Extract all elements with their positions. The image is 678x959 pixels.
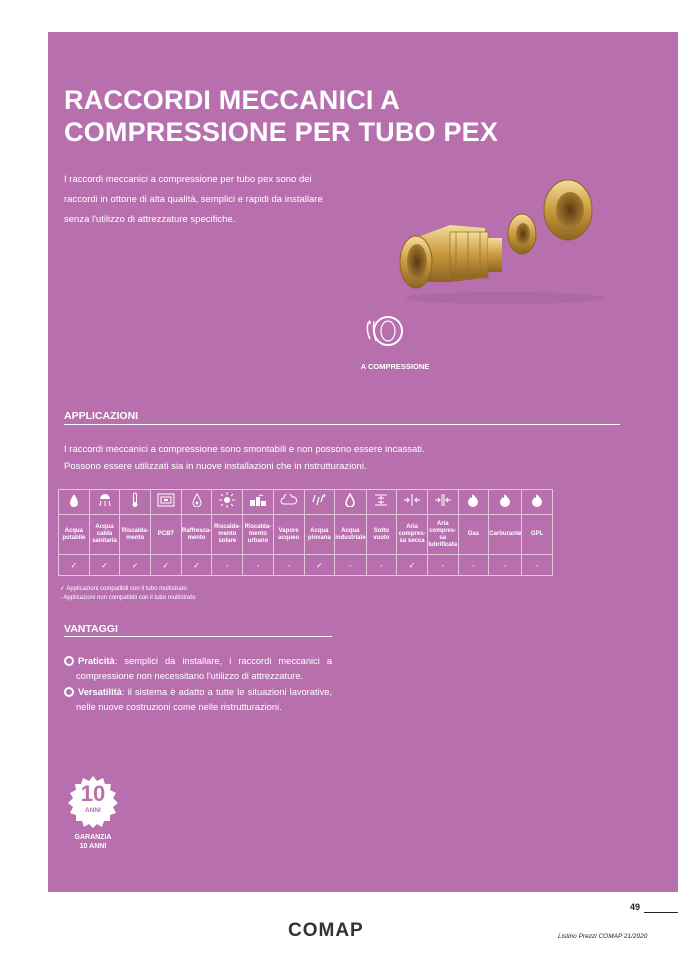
value-cell: - [427,555,458,576]
vantaggi-list [64,654,332,716]
urban-heating-icon [249,493,267,507]
value-row [59,555,553,576]
label-cell: PCBT [151,515,182,555]
value-cell: ✓ [151,555,182,576]
value-cell: ✓ [304,555,335,576]
vantaggi-item [64,685,332,715]
value-cell: - [243,555,274,576]
rain-icon [311,493,327,507]
value-cell: - [366,555,397,576]
bullet-icon [64,656,74,666]
label-cell: Vapore acqueo [273,515,304,555]
badge-number: 10 [80,781,106,806]
label-cell: Gas [458,515,489,555]
page-number: 49 [630,902,641,912]
page-number-rule [644,912,678,913]
bullet-icon [64,687,74,697]
flame-icon [531,493,543,507]
label-cell: Acqua industriale [335,515,366,555]
flame-icon [499,493,511,507]
lubricated-air-icon [434,493,452,507]
value-cell: - [522,555,553,576]
flame-icon [467,493,479,507]
label-cell: Acqua calda sanitaria [89,515,120,555]
applications-table [58,489,553,576]
applicazioni-text-line-1: I raccordi meccanici a compressione sono smontabili e non possono essere incassati. [64,444,425,455]
vacuum-icon [374,493,388,507]
applicazioni-heading: APPLICAZIONI [64,410,139,422]
applicazioni-text-line-2: Possono essere utilizzati sia in nuove installazioni che in ristrutturazioni. [64,461,367,472]
cloud-icon [280,494,298,506]
vantaggi-item-title: Praticità [78,656,115,666]
value-cell: - [335,555,366,576]
label-cell: Acqua potabile [59,515,90,555]
comap-logo: COMAP [288,920,364,941]
compression-label: A COMPRESSIONE [360,362,430,371]
label-cell: Carburante [489,515,522,555]
vantaggi-item-title: Versatilità [78,687,122,697]
cooling-drop-icon [191,493,203,507]
table-legend [60,585,195,603]
icon-row [59,490,553,515]
value-cell: ✓ [59,555,90,576]
compression-icon [364,313,408,349]
brass-fitting-image [390,170,620,305]
label-cell: Riscalda-mento [120,515,151,555]
value-cell: ✓ [120,555,151,576]
label-cell: Acqua piovana [304,515,335,555]
warranty-line-1: GARANZIA [74,834,112,841]
value-cell: - [489,555,522,576]
label-cell: Raffresca-mento [181,515,212,555]
label-row [59,515,553,555]
page-title [64,84,584,148]
drop-icon [68,493,80,507]
label-cell: Aria compres-sa lubrificata [427,515,458,555]
vantaggi-item-text: : il sistema è adatto a tutte le situazioni lavorative, nelle nuove costruzioni come nelle ristrutturazioni. [76,687,332,712]
title-line-1: RACCORDI MECCANICI A [64,85,400,115]
value-cell: ✓ [397,555,428,576]
intro-text: I raccordi meccanici a compressione per tubo pex sono dei raccordi in ottone di alta qualità, semplici e rapidi da installare senza l'utilizzo di attrezzature specifiche. [64,174,323,225]
value-cell: - [458,555,489,576]
floor-heating-icon [157,493,175,507]
vantaggi-divider [64,636,332,637]
value-cell: ✓ [89,555,120,576]
shower-icon [97,493,113,507]
vantaggi-item-text: : semplici da installare, i raccordi meccanici a compressione non necessitano l'utilizzo di attrezzature. [76,656,332,681]
warranty-caption [60,833,126,851]
legend-not-compatible: - Applicazioni non compatibili con il tubo multistrato [60,595,196,601]
applicazioni-divider [64,424,620,425]
badge-unit: ANNI [85,807,101,814]
value-cell: ✓ [181,555,212,576]
value-cell: - [273,555,304,576]
label-cell: Riscalda-mento urbano [243,515,274,555]
thermometer-icon [130,492,140,508]
sun-icon [219,492,235,508]
label-cell: Aria compres-sa secca [397,515,428,555]
industrial-drop-icon [344,493,356,507]
vantaggi-item [64,654,332,684]
label-cell: GPL [522,515,553,555]
dry-air-icon [403,493,421,507]
legend-compatible: ✓ Applicazioni compatibili con il tubo multistrato [60,586,187,592]
label-cell: Sotto vuoto [366,515,397,555]
vantaggi-heading: VANTAGGI [64,623,118,635]
catalog-footer: Listino Prezzi COMAP 21/2020 [558,933,648,940]
warranty-line-2: 10 ANNI [79,843,107,850]
label-cell: Riscalda-mento solare [212,515,243,555]
title-line-2: COMPRESSIONE PER TUBO PEX [64,117,499,147]
value-cell: - [212,555,243,576]
applicazioni-text [64,441,584,475]
